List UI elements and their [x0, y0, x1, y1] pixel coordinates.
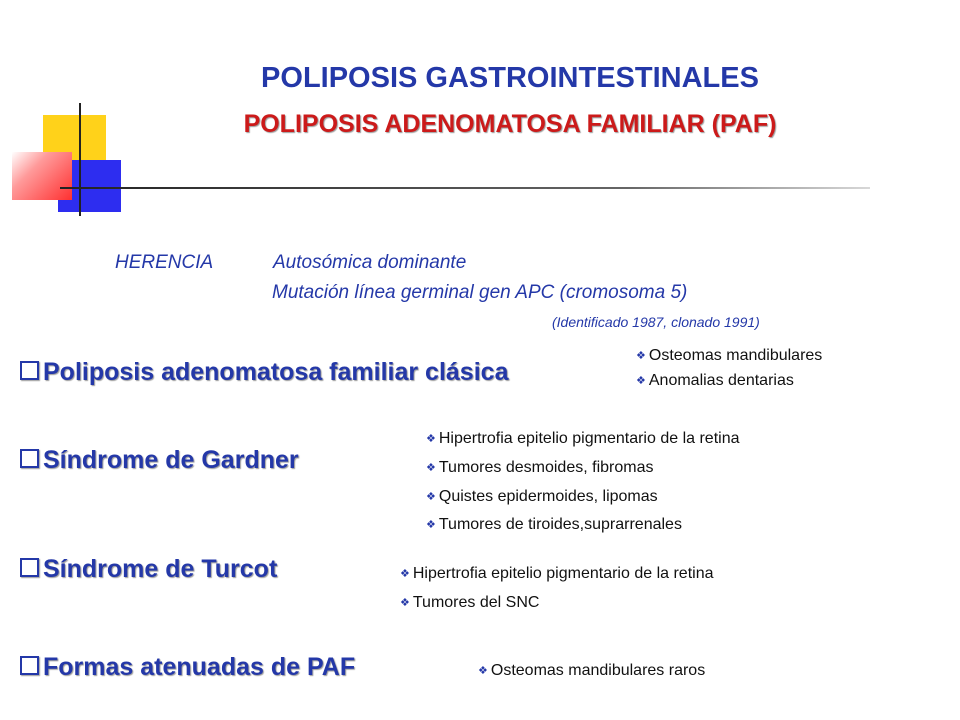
- diamond-bullet-icon: ❖: [636, 375, 646, 387]
- list-item: ❖ Hipertrofia epitelio pigmentario de la retina: [426, 430, 740, 447]
- list-item: ❖ Hipertrofia epitelio pigmentario de la retina: [400, 565, 714, 582]
- diamond-bullet-icon: ❖: [426, 433, 436, 445]
- header-divider: [60, 187, 870, 189]
- section-gardner: [20, 446, 299, 475]
- diamond-bullet-icon: ❖: [400, 568, 410, 580]
- diamond-bullet-icon: ❖: [426, 491, 436, 503]
- diamond-bullet-icon: ❖: [636, 350, 646, 362]
- section-title: Poliposis adenomatosa familiar clásica: [43, 358, 509, 386]
- list-item: ❖ Anomalias dentarias: [636, 372, 794, 389]
- checkbox-bullet-icon: [20, 449, 39, 468]
- checkbox-bullet-icon: [20, 558, 39, 577]
- diamond-bullet-icon: ❖: [478, 665, 488, 677]
- checkbox-bullet-icon: [20, 361, 39, 380]
- section-title: Síndrome de Gardner: [43, 446, 299, 474]
- page-subtitle: POLIPOSIS ADENOMATOSA FAMILIAR (PAF): [243, 110, 777, 138]
- list-item: ❖ Tumores desmoides, fibromas: [426, 459, 654, 476]
- list-item: ❖ Quistes epidermoides, lipomas: [426, 488, 658, 505]
- list-item: ❖ Osteomas mandibulares raros: [478, 662, 706, 679]
- diamond-bullet-icon: ❖: [426, 519, 436, 531]
- section-pafc: [20, 358, 508, 387]
- section-atenuadas: [20, 653, 355, 682]
- logo-red-square: [12, 152, 72, 200]
- diamond-bullet-icon: ❖: [400, 597, 410, 609]
- list-item: ❖ Osteomas mandibulares: [636, 347, 823, 364]
- section-turcot: [20, 555, 277, 584]
- herencia-value-1: Autosómica dominante: [273, 252, 467, 273]
- herencia-line-3: (Identificado 1987, clonado 1991): [552, 314, 760, 330]
- section-title: Síndrome de Turcot: [43, 555, 278, 583]
- list-item: ❖ Tumores del SNC: [400, 594, 540, 611]
- page-title: POLIPOSIS GASTROINTESTINALES: [261, 62, 759, 94]
- list-item: ❖ Tumores de tiroides,suprarrenales: [426, 516, 682, 533]
- checkbox-bullet-icon: [20, 656, 39, 675]
- section-title: Formas atenuadas de PAF: [43, 653, 356, 681]
- diamond-bullet-icon: ❖: [426, 462, 436, 474]
- herencia-line-2: Mutación línea germinal gen APC (cromosoma 5): [272, 282, 688, 303]
- herencia-label: HERENCIA: [115, 252, 214, 273]
- herencia-line-1: [115, 252, 466, 274]
